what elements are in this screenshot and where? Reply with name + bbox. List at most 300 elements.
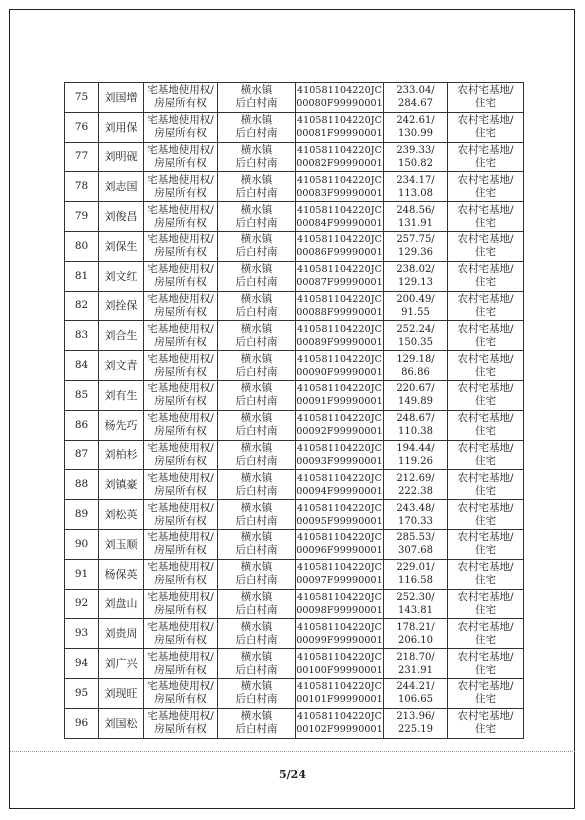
right-type-text: 宅基地使用权/ — [147, 84, 214, 97]
location-text: 横水镇 — [240, 352, 273, 365]
right-type-text: 房屋所有权 — [154, 276, 207, 289]
location-text: 后白村南 — [235, 395, 278, 408]
area-cell — [384, 231, 448, 261]
certificate-number-text: 410581104220JC — [296, 442, 382, 454]
land-use-cell — [448, 410, 524, 440]
row-number-text: 91 — [74, 567, 89, 580]
land-use-text: 农村宅基地/ — [457, 650, 514, 663]
row-number-text: 93 — [74, 627, 89, 640]
area-text: 233.04/ — [396, 85, 435, 97]
row-number-cell — [65, 112, 99, 142]
certificate-number-text: 00080F99990001 — [296, 98, 383, 110]
right-type-text: 宅基地使用权/ — [147, 292, 214, 305]
certificate-number-text: 410581104220JC — [296, 204, 382, 216]
owner-name-cell — [99, 470, 144, 500]
row-number-text: 75 — [74, 90, 89, 103]
location-text: 横水镇 — [240, 233, 273, 246]
land-use-text: 住宅 — [475, 276, 496, 289]
certificate-number-cell — [296, 202, 384, 232]
location-text: 后白村南 — [235, 723, 278, 736]
location-cell — [218, 470, 296, 500]
location-text: 横水镇 — [240, 412, 273, 425]
area-text: 242.61/ — [396, 115, 435, 127]
certificate-number-cell — [296, 321, 384, 351]
land-use-cell — [448, 202, 524, 232]
certificate-number-cell — [296, 231, 384, 261]
owner-name-cell — [99, 112, 144, 142]
location-cell — [218, 500, 296, 530]
location-text: 后白村南 — [235, 246, 278, 259]
owner-name-cell — [99, 291, 144, 321]
land-use-text: 农村宅基地/ — [457, 441, 514, 454]
area-text: 110.38 — [398, 426, 433, 438]
certificate-number-text: 00090F99990001 — [296, 366, 383, 378]
area-cell — [384, 529, 448, 559]
certificate-number-text: 410581104220JC — [296, 591, 382, 603]
location-text: 后白村南 — [235, 484, 278, 497]
right-type-cell — [144, 202, 218, 232]
right-type-text: 房屋所有权 — [154, 723, 207, 736]
land-use-text: 农村宅基地/ — [457, 412, 514, 425]
land-use-text: 农村宅基地/ — [457, 561, 514, 574]
location-text: 后白村南 — [235, 633, 278, 646]
right-type-text: 宅基地使用权/ — [147, 441, 214, 454]
owner-name-text: 刘现旺 — [104, 686, 138, 700]
owner-name-cell — [99, 142, 144, 172]
location-cell — [218, 261, 296, 291]
area-text: 130.99 — [398, 128, 433, 140]
owner-name-text: 刘俊昌 — [104, 210, 138, 224]
area-text: 252.24/ — [396, 323, 435, 335]
location-cell — [218, 589, 296, 619]
area-cell — [384, 410, 448, 440]
location-text: 横水镇 — [240, 203, 273, 216]
area-text: 129.36 — [398, 247, 433, 259]
land-use-text: 农村宅基地/ — [457, 114, 514, 127]
location-cell — [218, 708, 296, 738]
location-text: 后白村南 — [235, 97, 278, 110]
owner-name-text: 刘合生 — [104, 329, 138, 343]
right-type-text: 房屋所有权 — [154, 633, 207, 646]
location-cell — [218, 231, 296, 261]
area-cell — [384, 112, 448, 142]
location-cell — [218, 380, 296, 410]
area-cell — [384, 83, 448, 113]
certificate-number-text: 00087F99990001 — [296, 277, 383, 289]
right-type-text: 房屋所有权 — [154, 544, 207, 557]
land-use-text: 住宅 — [475, 574, 496, 587]
owner-name-cell — [99, 619, 144, 649]
right-type-cell — [144, 172, 218, 202]
land-use-text: 农村宅基地/ — [457, 710, 514, 723]
certificate-number-text: 00097F99990001 — [296, 575, 383, 587]
area-text: 194.44/ — [396, 442, 435, 454]
table-row — [65, 708, 524, 738]
certificate-number-text: 00100F99990001 — [296, 664, 383, 676]
certificate-number-text: 410581104220JC — [296, 174, 382, 186]
owner-name-cell — [99, 83, 144, 113]
location-cell — [218, 678, 296, 708]
row-number-cell — [65, 202, 99, 232]
land-use-text: 住宅 — [475, 395, 496, 408]
land-use-text: 住宅 — [475, 305, 496, 318]
table-row — [65, 83, 524, 113]
land-use-text: 住宅 — [475, 633, 496, 646]
certificate-number-cell — [296, 559, 384, 589]
certificate-number-text: 410581104220JC — [296, 532, 382, 544]
area-text: 257.75/ — [396, 234, 435, 246]
certificate-number-text: 410581104220JC — [296, 323, 382, 335]
area-text: 244.21/ — [396, 681, 435, 693]
location-text: 横水镇 — [240, 322, 273, 335]
location-cell — [218, 112, 296, 142]
owner-name-text: 刘志国 — [104, 180, 138, 194]
location-text: 后白村南 — [235, 276, 278, 289]
location-text: 横水镇 — [240, 620, 273, 633]
row-number-text: 82 — [74, 299, 89, 312]
area-cell — [384, 589, 448, 619]
land-use-cell — [448, 83, 524, 113]
row-number-text: 94 — [74, 657, 89, 670]
location-text: 横水镇 — [240, 650, 273, 663]
right-type-text: 宅基地使用权/ — [147, 233, 214, 246]
right-type-text: 宅基地使用权/ — [147, 143, 214, 156]
table-row — [65, 351, 524, 381]
land-use-text: 农村宅基地/ — [457, 471, 514, 484]
land-use-cell — [448, 112, 524, 142]
location-text: 后白村南 — [235, 365, 278, 378]
location-text: 后白村南 — [235, 514, 278, 527]
location-text: 后白村南 — [235, 216, 278, 229]
location-text: 横水镇 — [240, 84, 273, 97]
row-number-cell — [65, 261, 99, 291]
right-type-cell — [144, 351, 218, 381]
certificate-number-cell — [296, 529, 384, 559]
location-cell — [218, 410, 296, 440]
table-row — [65, 380, 524, 410]
location-cell — [218, 559, 296, 589]
right-type-text: 宅基地使用权/ — [147, 412, 214, 425]
certificate-number-text: 00083F99990001 — [296, 187, 383, 199]
table-row — [65, 678, 524, 708]
row-number-text: 84 — [74, 359, 89, 372]
right-type-text: 房屋所有权 — [154, 484, 207, 497]
table-row — [65, 410, 524, 440]
area-text: 116.58 — [398, 575, 433, 587]
right-type-text: 房屋所有权 — [154, 663, 207, 676]
table-row — [65, 231, 524, 261]
land-use-text: 住宅 — [475, 97, 496, 110]
land-use-cell — [448, 351, 524, 381]
right-type-text: 房屋所有权 — [154, 335, 207, 348]
owner-name-text: 刘文青 — [104, 359, 138, 373]
right-type-cell — [144, 470, 218, 500]
land-use-text: 农村宅基地/ — [457, 143, 514, 156]
right-type-text: 房屋所有权 — [154, 156, 207, 169]
owner-name-cell — [99, 559, 144, 589]
land-use-text: 农村宅基地/ — [457, 531, 514, 544]
right-type-cell — [144, 619, 218, 649]
location-text: 横水镇 — [240, 114, 273, 127]
certificate-number-text: 00086F99990001 — [296, 247, 383, 259]
certificate-number-text: 00098F99990001 — [296, 604, 383, 616]
area-cell — [384, 678, 448, 708]
location-text: 后白村南 — [235, 425, 278, 438]
land-use-cell — [448, 142, 524, 172]
location-cell — [218, 321, 296, 351]
right-type-text: 宅基地使用权/ — [147, 680, 214, 693]
row-number-cell — [65, 142, 99, 172]
area-cell — [384, 202, 448, 232]
land-use-text: 住宅 — [475, 127, 496, 140]
area-text: 170.33 — [398, 515, 433, 527]
table-row — [65, 202, 524, 232]
area-text: 225.19 — [398, 724, 433, 736]
land-use-text: 住宅 — [475, 335, 496, 348]
location-text: 后白村南 — [235, 335, 278, 348]
right-type-text: 房屋所有权 — [154, 395, 207, 408]
owner-name-cell — [99, 440, 144, 470]
land-use-cell — [448, 440, 524, 470]
land-use-text: 住宅 — [475, 156, 496, 169]
land-use-text: 农村宅基地/ — [457, 203, 514, 216]
area-cell — [384, 321, 448, 351]
owner-name-text: 刘镇豪 — [104, 478, 138, 492]
area-text: 243.48/ — [396, 502, 435, 514]
table-row — [65, 470, 524, 500]
land-use-text: 农村宅基地/ — [457, 233, 514, 246]
land-use-cell — [448, 619, 524, 649]
land-use-text: 住宅 — [475, 693, 496, 706]
area-text: 129.18/ — [396, 353, 435, 365]
row-number-text: 76 — [74, 120, 89, 133]
row-number-text: 87 — [74, 448, 89, 461]
area-text: 119.26 — [398, 455, 433, 467]
land-use-cell — [448, 172, 524, 202]
location-text: 后白村南 — [235, 454, 278, 467]
row-number-cell — [65, 321, 99, 351]
area-text: 229.01/ — [396, 562, 435, 574]
land-use-cell — [448, 678, 524, 708]
right-type-text: 宅基地使用权/ — [147, 501, 214, 514]
certificate-number-text: 00081F99990001 — [296, 128, 383, 140]
area-text: 234.17/ — [396, 174, 435, 186]
certificate-number-cell — [296, 500, 384, 530]
row-number-text: 81 — [74, 269, 89, 282]
row-number-cell — [65, 231, 99, 261]
area-text: 143.81 — [398, 604, 433, 616]
table-row — [65, 172, 524, 202]
area-text: 178.21/ — [396, 621, 435, 633]
right-type-text: 房屋所有权 — [154, 454, 207, 467]
area-text: 222.38 — [398, 485, 433, 497]
certificate-number-text: 410581104220JC — [296, 353, 382, 365]
property-rights-table — [64, 82, 524, 739]
land-use-text: 住宅 — [475, 365, 496, 378]
row-number-cell — [65, 678, 99, 708]
owner-name-text: 刘松英 — [104, 508, 138, 522]
row-number-text: 79 — [74, 210, 89, 223]
right-type-cell — [144, 500, 218, 530]
area-text: 129.13 — [398, 277, 433, 289]
area-cell — [384, 708, 448, 738]
area-cell — [384, 261, 448, 291]
location-text: 后白村南 — [235, 186, 278, 199]
owner-name-cell — [99, 589, 144, 619]
location-text: 后白村南 — [235, 305, 278, 318]
right-type-cell — [144, 380, 218, 410]
table-row — [65, 261, 524, 291]
right-type-cell — [144, 261, 218, 291]
area-cell — [384, 649, 448, 679]
certificate-number-cell — [296, 291, 384, 321]
right-type-text: 宅基地使用权/ — [147, 710, 214, 723]
owner-name-cell — [99, 202, 144, 232]
location-cell — [218, 351, 296, 381]
location-text: 后白村南 — [235, 663, 278, 676]
certificate-number-text: 410581104220JC — [296, 711, 382, 723]
owner-name-text: 刘贵周 — [104, 627, 138, 641]
owner-name-text: 刘广兴 — [104, 657, 138, 671]
table-row — [65, 559, 524, 589]
land-use-text: 农村宅基地/ — [457, 322, 514, 335]
land-use-cell — [448, 559, 524, 589]
area-text: 200.49/ — [396, 293, 435, 305]
area-text: 206.10 — [398, 634, 433, 646]
land-use-cell — [448, 291, 524, 321]
row-number-cell — [65, 708, 99, 738]
land-use-cell — [448, 470, 524, 500]
location-cell — [218, 649, 296, 679]
land-use-text: 农村宅基地/ — [457, 501, 514, 514]
certificate-number-cell — [296, 112, 384, 142]
area-text: 149.89 — [398, 396, 433, 408]
right-type-text: 宅基地使用权/ — [147, 650, 214, 663]
right-type-text: 房屋所有权 — [154, 246, 207, 259]
owner-name-text: 刘玉顺 — [104, 537, 138, 551]
right-type-text: 房屋所有权 — [154, 97, 207, 110]
owner-name-cell — [99, 678, 144, 708]
right-type-text: 宅基地使用权/ — [147, 173, 214, 186]
certificate-number-cell — [296, 410, 384, 440]
right-type-text: 房屋所有权 — [154, 305, 207, 318]
land-use-text: 住宅 — [475, 246, 496, 259]
land-use-text: 农村宅基地/ — [457, 173, 514, 186]
location-cell — [218, 440, 296, 470]
row-number-cell — [65, 559, 99, 589]
row-number-text: 85 — [74, 388, 89, 401]
land-use-text: 住宅 — [475, 216, 496, 229]
right-type-text: 房屋所有权 — [154, 127, 207, 140]
land-use-cell — [448, 380, 524, 410]
area-text: 252.30/ — [396, 591, 435, 603]
table-row — [65, 291, 524, 321]
area-cell — [384, 559, 448, 589]
right-type-cell — [144, 231, 218, 261]
row-number-text: 86 — [74, 418, 89, 431]
land-use-text: 农村宅基地/ — [457, 84, 514, 97]
owner-name-cell — [99, 351, 144, 381]
owner-name-cell — [99, 649, 144, 679]
certificate-number-text: 00092F99990001 — [296, 426, 383, 438]
certificate-number-text: 410581104220JC — [296, 293, 382, 305]
owner-name-text: 刘文红 — [104, 269, 138, 283]
owner-name-text: 刘明砚 — [104, 150, 138, 164]
row-number-text: 78 — [74, 180, 89, 193]
row-number-text: 88 — [74, 478, 89, 491]
land-use-text: 农村宅基地/ — [457, 620, 514, 633]
right-type-cell — [144, 529, 218, 559]
owner-name-text: 杨先巧 — [104, 418, 138, 432]
location-cell — [218, 142, 296, 172]
row-number-cell — [65, 380, 99, 410]
certificate-number-cell — [296, 351, 384, 381]
certificate-number-cell — [296, 440, 384, 470]
area-cell — [384, 172, 448, 202]
table-row — [65, 440, 524, 470]
location-text: 后白村南 — [235, 127, 278, 140]
right-type-text: 房屋所有权 — [154, 365, 207, 378]
table-row — [65, 112, 524, 142]
row-number-cell — [65, 589, 99, 619]
location-text: 后白村南 — [235, 574, 278, 587]
certificate-number-text: 410581104220JC — [296, 681, 382, 693]
location-text: 横水镇 — [240, 143, 273, 156]
right-type-text: 宅基地使用权/ — [147, 114, 214, 127]
land-use-text: 农村宅基地/ — [457, 352, 514, 365]
table-row — [65, 589, 524, 619]
location-text: 后白村南 — [235, 603, 278, 616]
right-type-text: 宅基地使用权/ — [147, 620, 214, 633]
owner-name-cell — [99, 231, 144, 261]
land-use-cell — [448, 649, 524, 679]
row-number-text: 89 — [74, 508, 89, 521]
right-type-cell — [144, 321, 218, 351]
area-text: 248.56/ — [396, 204, 435, 216]
right-type-text: 宅基地使用权/ — [147, 382, 214, 395]
right-type-text: 房屋所有权 — [154, 186, 207, 199]
land-use-cell — [448, 529, 524, 559]
right-type-text: 宅基地使用权/ — [147, 203, 214, 216]
land-use-text: 住宅 — [475, 186, 496, 199]
owner-name-text: 刘保生 — [104, 239, 138, 253]
table-row — [65, 649, 524, 679]
row-number-text: 90 — [74, 537, 89, 550]
area-text: 106.65 — [398, 694, 433, 706]
location-text: 横水镇 — [240, 471, 273, 484]
certificate-number-text: 00095F99990001 — [296, 515, 383, 527]
location-cell — [218, 291, 296, 321]
certificate-number-cell — [296, 261, 384, 291]
owner-name-cell — [99, 529, 144, 559]
owner-name-text: 刘有生 — [104, 388, 138, 402]
certificate-number-text: 410581104220JC — [296, 383, 382, 395]
certificate-number-text: 00082F99990001 — [296, 157, 383, 169]
area-text: 213.96/ — [396, 711, 435, 723]
certificate-number-text: 00096F99990001 — [296, 545, 383, 557]
certificate-number-text: 00099F99990001 — [296, 634, 383, 646]
area-cell — [384, 380, 448, 410]
area-text: 150.35 — [398, 336, 433, 348]
certificate-number-cell — [296, 708, 384, 738]
land-use-text: 住宅 — [475, 514, 496, 527]
right-type-text: 宅基地使用权/ — [147, 471, 214, 484]
area-cell — [384, 351, 448, 381]
certificate-number-text: 00094F99990001 — [296, 485, 383, 497]
land-use-cell — [448, 321, 524, 351]
certificate-number-text: 410581104220JC — [296, 115, 382, 127]
right-type-cell — [144, 559, 218, 589]
